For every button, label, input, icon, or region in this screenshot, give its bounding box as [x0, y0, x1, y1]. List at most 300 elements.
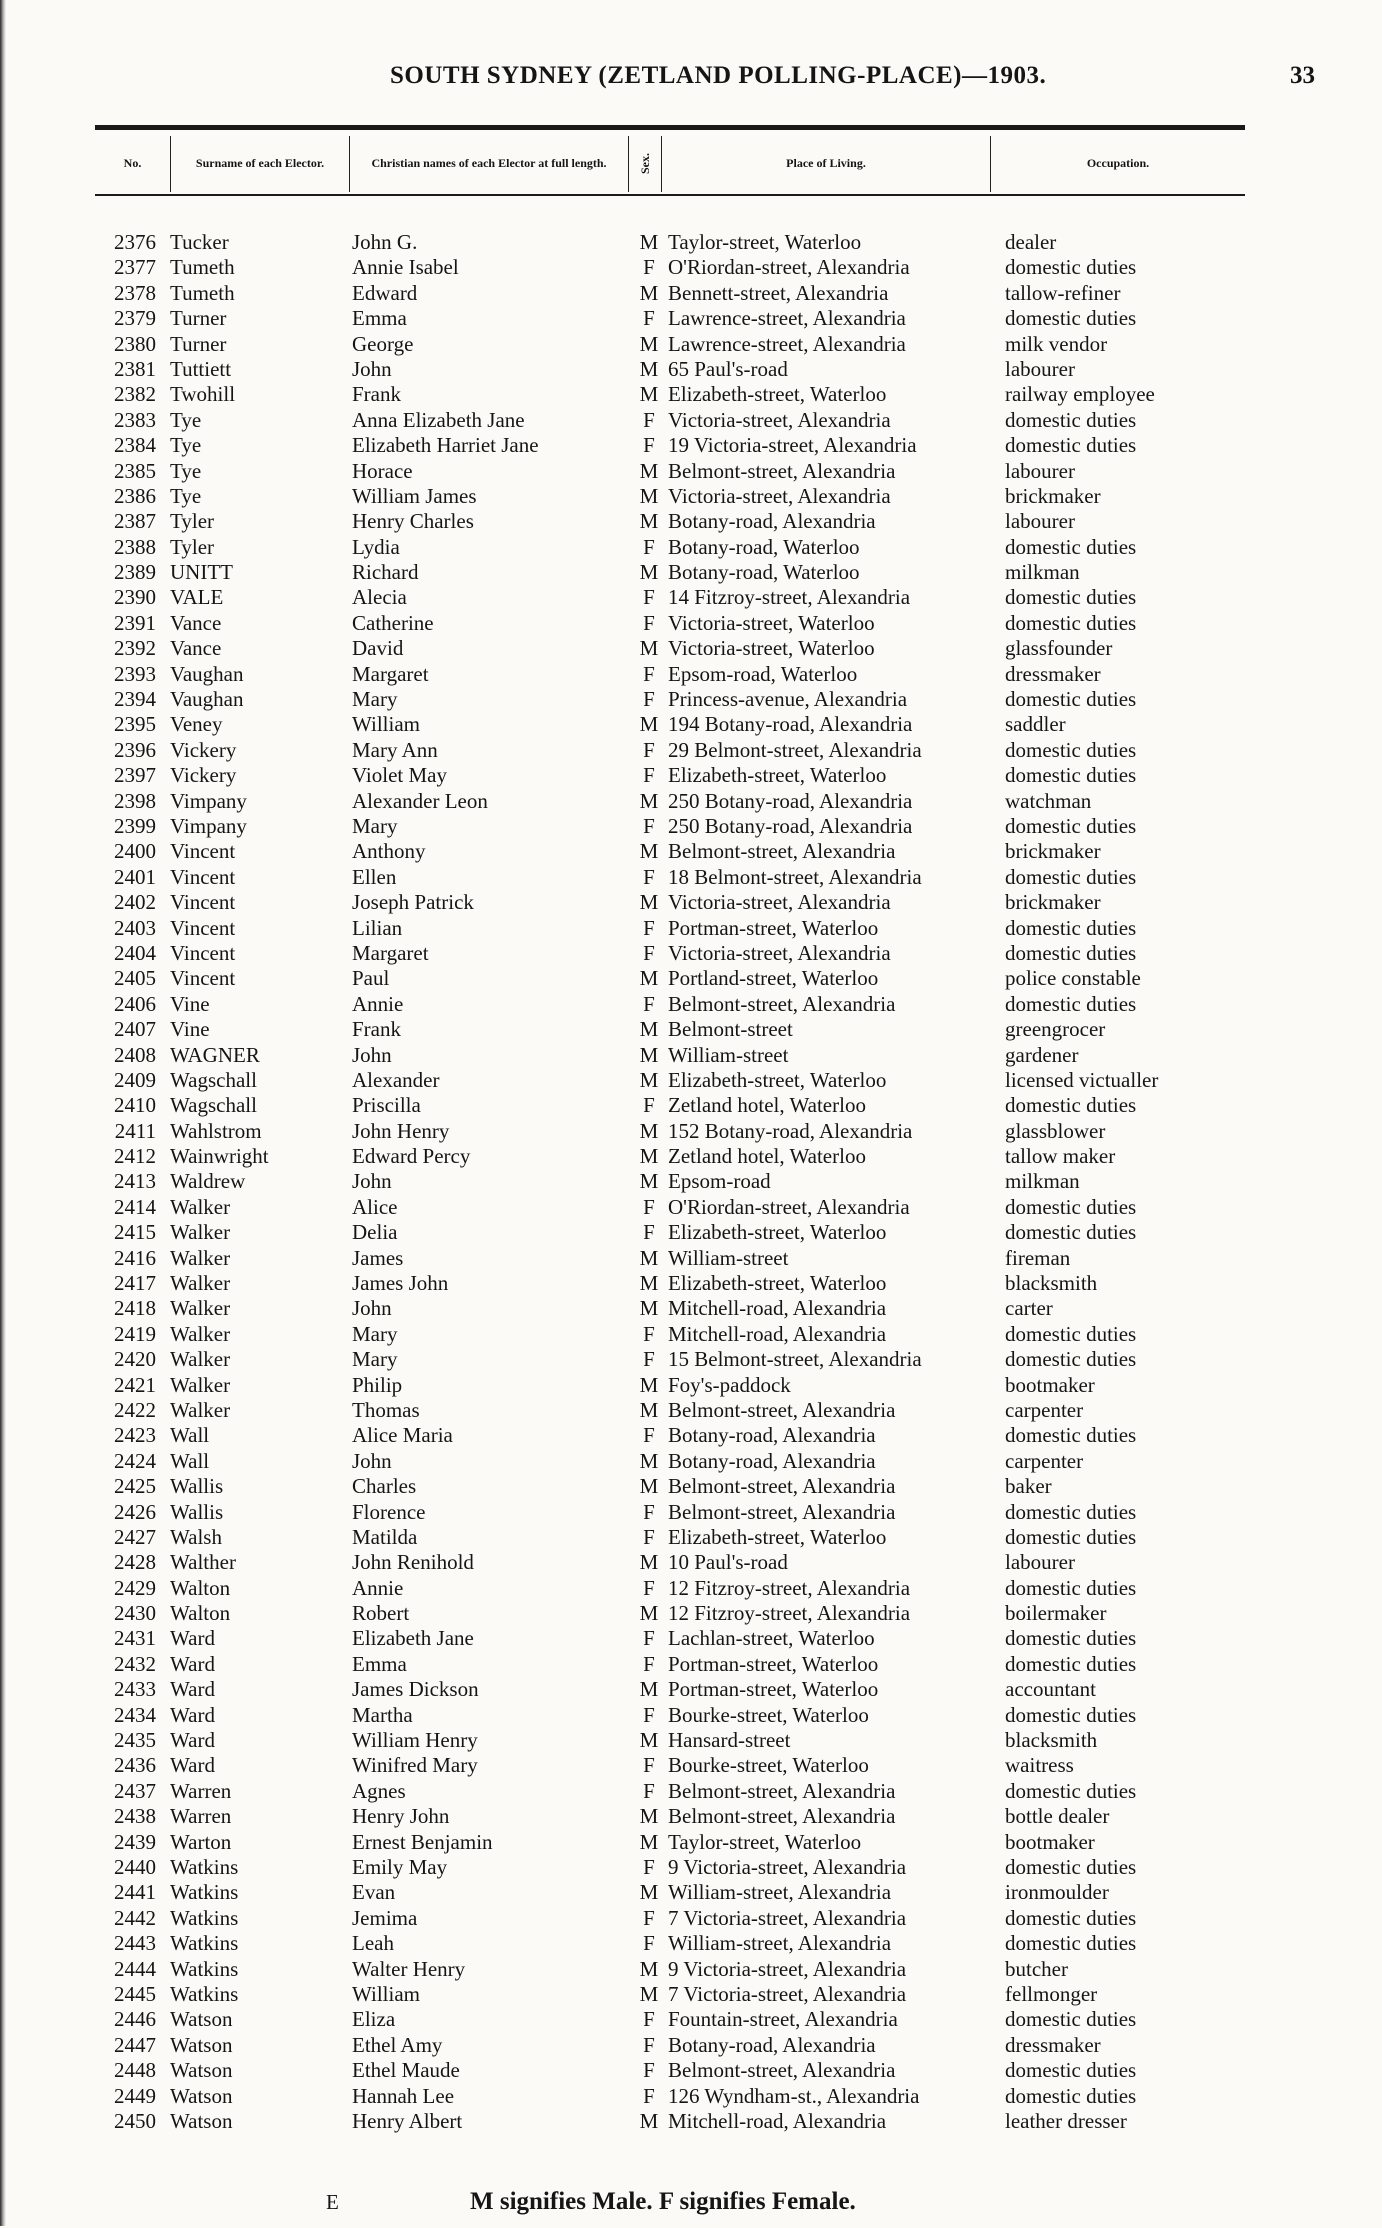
elector-sex: F — [643, 610, 655, 635]
elector-number: 2447 — [114, 2032, 156, 2057]
elector-surname: Tye — [170, 433, 202, 458]
table-row — [0, 941, 1382, 966]
elector-place: Mitchell-road, Alexandria — [668, 1321, 887, 1346]
table-row — [0, 1271, 1382, 1296]
elector-occupation: blacksmith — [1005, 1728, 1098, 1753]
elector-occupation: milk vendor — [1005, 331, 1108, 356]
elector-occupation: domestic duties — [1005, 407, 1137, 432]
elector-surname: Ward — [170, 1728, 215, 1753]
elector-christian-names: William — [352, 1981, 420, 2006]
footer-letter: E — [326, 2190, 339, 2214]
elector-christian-names: Eliza — [352, 2007, 396, 2032]
elector-sex: M — [639, 636, 659, 661]
elector-christian-names: David — [352, 636, 404, 661]
elector-number: 2393 — [114, 661, 156, 686]
elector-number: 2379 — [114, 306, 156, 331]
elector-place: Elizabeth-street, Waterloo — [668, 1220, 887, 1245]
elector-christian-names: Matilda — [352, 1524, 418, 1549]
elector-christian-names: Violet May — [352, 763, 447, 788]
elector-surname: Vincent — [170, 864, 236, 889]
elector-surname: Walker — [170, 1372, 231, 1397]
elector-sex: F — [643, 1778, 655, 1803]
elector-number: 2436 — [114, 1753, 156, 1778]
elector-occupation: labourer — [1005, 458, 1075, 483]
table-row — [0, 1855, 1382, 1880]
elector-surname: Vincent — [170, 966, 236, 991]
elector-number: 2386 — [114, 483, 156, 508]
table-row — [0, 1195, 1382, 1220]
elector-sex: F — [643, 534, 655, 559]
elector-list — [0, 230, 1382, 2134]
elector-sex: M — [639, 280, 659, 305]
elector-christian-names: Florence — [352, 1499, 426, 1524]
elector-surname: Vincent — [170, 839, 236, 864]
elector-surname: Tye — [170, 407, 202, 432]
elector-place: Victoria-street, Waterloo — [668, 610, 875, 635]
elector-number: 2428 — [114, 1550, 156, 1575]
elector-number: 2384 — [114, 433, 156, 458]
table-row — [0, 1652, 1382, 1677]
elector-sex: F — [643, 1321, 655, 1346]
footer — [0, 2188, 1382, 2228]
elector-sex: M — [639, 560, 659, 585]
elector-place: Botany-road, Alexandria — [668, 1448, 876, 1473]
elector-occupation: bootmaker — [1005, 1372, 1095, 1397]
table-row — [0, 814, 1382, 839]
table-row — [0, 839, 1382, 864]
elector-sex: M — [639, 1448, 659, 1473]
elector-place: Belmont-street, Alexandria — [668, 1474, 896, 1499]
elector-occupation: glassfounder — [1005, 636, 1113, 661]
elector-place: 7 Victoria-street, Alexandria — [668, 1905, 907, 1930]
elector-christian-names: Mary — [352, 687, 398, 712]
table-row — [0, 1703, 1382, 1728]
elector-surname: Wall — [170, 1448, 210, 1473]
elector-occupation: railway employee — [1005, 382, 1155, 407]
elector-christian-names: Henry John — [352, 1804, 450, 1829]
elector-christian-names: Elizabeth Jane — [352, 1626, 474, 1651]
elector-place: 10 Paul's-road — [668, 1550, 788, 1575]
table-row — [0, 509, 1382, 534]
elector-place: 15 Belmont-street, Alexandria — [668, 1347, 922, 1372]
elector-surname: Watkins — [170, 1905, 239, 1930]
elector-surname: Watson — [170, 2108, 233, 2133]
elector-sex: F — [643, 1651, 655, 1676]
table-row — [0, 484, 1382, 509]
elector-place: Belmont-street, Alexandria — [668, 1804, 896, 1829]
table-row — [0, 1931, 1382, 1956]
elector-place: Portman-street, Waterloo — [668, 1651, 879, 1676]
elector-surname: Watson — [170, 2058, 233, 2083]
elector-place: Lawrence-street, Alexandria — [668, 306, 906, 331]
elector-place: Belmont-street — [668, 1017, 793, 1042]
elector-surname: Ward — [170, 1702, 215, 1727]
elector-surname: Wall — [170, 1423, 210, 1448]
page-header — [0, 62, 1382, 102]
elector-occupation: ironmoulder — [1005, 1880, 1109, 1905]
elector-occupation: watchman — [1005, 788, 1092, 813]
elector-number: 2418 — [114, 1296, 156, 1321]
table-row — [0, 1474, 1382, 1499]
elector-place: William-street — [668, 1042, 789, 1067]
elector-number: 2401 — [114, 864, 156, 889]
elector-christian-names: Lilian — [352, 915, 403, 940]
elector-surname: Wahlstrom — [170, 1118, 262, 1143]
elector-surname: Vaughan — [170, 661, 244, 686]
elector-occupation: bootmaker — [1005, 1829, 1095, 1854]
elector-sex: M — [639, 356, 659, 381]
elector-surname: Watkins — [170, 1956, 239, 1981]
elector-sex: M — [639, 2108, 659, 2133]
table-row — [0, 1753, 1382, 1778]
elector-surname: Walther — [170, 1550, 236, 1575]
elector-christian-names: Philip — [352, 1372, 403, 1397]
elector-occupation: brickmaker — [1005, 890, 1101, 915]
elector-place: William-street — [668, 1245, 789, 1270]
elector-sex: F — [643, 1347, 655, 1372]
table-row — [0, 738, 1382, 763]
elector-christian-names: George — [352, 331, 414, 356]
elector-place: Victoria-street, Waterloo — [668, 636, 875, 661]
elector-occupation: domestic duties — [1005, 1778, 1137, 1803]
elector-number: 2405 — [114, 966, 156, 991]
elector-sex: M — [639, 839, 659, 864]
table-row — [0, 1246, 1382, 1271]
elector-number: 2446 — [114, 2007, 156, 2032]
elector-place: Portman-street, Waterloo — [668, 915, 879, 940]
elector-number: 2409 — [114, 1067, 156, 1092]
elector-sex: M — [639, 382, 659, 407]
elector-surname: Vimpany — [170, 813, 247, 838]
elector-occupation: labourer — [1005, 509, 1075, 534]
elector-christian-names: Mary — [352, 813, 398, 838]
table-row — [0, 306, 1382, 331]
elector-surname: Ward — [170, 1677, 215, 1702]
elector-number: 2382 — [114, 382, 156, 407]
elector-christian-names: Edward — [352, 280, 418, 305]
elector-place: Victoria-street, Alexandria — [668, 940, 891, 965]
elector-sex: F — [643, 2032, 655, 2057]
elector-surname: Wainwright — [170, 1144, 269, 1169]
elector-christian-names: Henry Charles — [352, 509, 474, 534]
table-row — [0, 1068, 1382, 1093]
elector-occupation: carpenter — [1005, 1397, 1084, 1422]
elector-occupation: labourer — [1005, 1550, 1075, 1575]
elector-place: Taylor-street, Waterloo — [668, 230, 862, 254]
elector-christian-names: Ellen — [352, 864, 397, 889]
table-row — [0, 916, 1382, 941]
elector-christian-names: Joseph Patrick — [352, 890, 474, 915]
elector-christian-names: James John — [352, 1271, 449, 1296]
table-row — [0, 585, 1382, 610]
table-row — [0, 1296, 1382, 1321]
elector-place: Belmont-street, Alexandria — [668, 458, 896, 483]
elector-surname: Vincent — [170, 890, 236, 915]
elector-place: Botany-road, Alexandria — [668, 2032, 876, 2057]
elector-christian-names: Alice — [352, 1194, 398, 1219]
table-row — [0, 789, 1382, 814]
elector-place: 12 Fitzroy-street, Alexandria — [668, 1601, 911, 1626]
elector-number: 2376 — [114, 230, 156, 254]
elector-number: 2435 — [114, 1728, 156, 1753]
elector-surname: UNITT — [170, 560, 233, 585]
table-row — [0, 459, 1382, 484]
elector-christian-names: William — [352, 712, 420, 737]
table-row — [0, 1449, 1382, 1474]
table-row — [0, 636, 1382, 661]
elector-place: Belmont-street, Alexandria — [668, 839, 896, 864]
table-row — [0, 408, 1382, 433]
elector-place: 19 Victoria-street, Alexandria — [668, 433, 917, 458]
elector-number: 2407 — [114, 1017, 156, 1042]
elector-surname: Walsh — [170, 1524, 222, 1549]
header-place: Place of Living. — [786, 155, 866, 170]
elector-place: Victoria-street, Alexandria — [668, 890, 891, 915]
elector-occupation: dealer — [1005, 230, 1057, 254]
elector-surname: Tyler — [170, 509, 215, 534]
header-christian-names: Christian names of each Elector at full length. — [371, 155, 607, 170]
elector-sex: M — [639, 1956, 659, 1981]
elector-number: 2388 — [114, 534, 156, 559]
elector-sex: F — [643, 1855, 655, 1879]
elector-sex: F — [643, 1423, 655, 1448]
elector-occupation: domestic duties — [1005, 1347, 1137, 1372]
elector-occupation: brickmaker — [1005, 483, 1101, 508]
elector-sex: M — [639, 1804, 659, 1829]
elector-number: 2414 — [114, 1194, 156, 1219]
elector-surname: Wallis — [170, 1474, 224, 1499]
elector-sex: F — [643, 306, 655, 331]
elector-christian-names: John — [352, 1448, 392, 1473]
elector-occupation: domestic duties — [1005, 737, 1137, 762]
elector-number: 2448 — [114, 2058, 156, 2083]
table-row — [0, 1347, 1382, 1372]
elector-number: 2426 — [114, 1499, 156, 1524]
elector-occupation: brickmaker — [1005, 839, 1101, 864]
table-row — [0, 255, 1382, 280]
elector-christian-names: John Henry — [352, 1118, 450, 1143]
elector-christian-names: Emily May — [352, 1855, 448, 1879]
elector-occupation: domestic duties — [1005, 940, 1137, 965]
elector-place: Epsom-road, Waterloo — [668, 661, 858, 686]
table-row — [0, 890, 1382, 915]
elector-place: Elizabeth-street, Waterloo — [668, 382, 887, 407]
top-rule — [95, 125, 1245, 130]
elector-surname: Watkins — [170, 1880, 239, 1905]
elector-occupation: dressmaker — [1005, 2032, 1101, 2057]
elector-sex: M — [639, 1880, 659, 1905]
elector-christian-names: John — [352, 1296, 392, 1321]
elector-christian-names: Mary — [352, 1321, 398, 1346]
elector-place: Portman-street, Waterloo — [668, 1677, 879, 1702]
elector-surname: Vine — [170, 1017, 210, 1042]
elector-place: Belmont-street, Alexandria — [668, 1778, 896, 1803]
elector-sex: M — [639, 1067, 659, 1092]
elector-christian-names: Anthony — [352, 839, 426, 864]
table-row — [0, 1804, 1382, 1829]
table-row — [0, 1880, 1382, 1905]
elector-surname: Wallis — [170, 1499, 224, 1524]
elector-surname: Walker — [170, 1194, 231, 1219]
elector-surname: Tyler — [170, 534, 215, 559]
elector-number: 2439 — [114, 1829, 156, 1854]
elector-christian-names: William James — [352, 483, 477, 508]
elector-sex: M — [639, 1728, 659, 1753]
elector-number: 2443 — [114, 1931, 156, 1956]
elector-occupation: domestic duties — [1005, 1499, 1137, 1524]
table-row — [0, 1220, 1382, 1245]
elector-number: 2450 — [114, 2108, 156, 2133]
elector-occupation: domestic duties — [1005, 1575, 1137, 1600]
table-row — [0, 763, 1382, 788]
elector-place: 250 Botany-road, Alexandria — [668, 788, 913, 813]
elector-christian-names: Frank — [352, 1017, 401, 1042]
elector-occupation: baker — [1005, 1474, 1052, 1499]
table-row — [0, 2058, 1382, 2083]
elector-occupation: gardener — [1005, 1042, 1079, 1067]
table-row — [0, 687, 1382, 712]
elector-place: 29 Belmont-street, Alexandria — [668, 737, 922, 762]
elector-surname: Ward — [170, 1626, 215, 1651]
elector-occupation: milkman — [1005, 560, 1080, 585]
elector-number: 2394 — [114, 687, 156, 712]
elector-number: 2438 — [114, 1804, 156, 1829]
elector-christian-names: Alexander — [352, 1067, 440, 1092]
table-row — [0, 992, 1382, 1017]
elector-surname: Tucker — [170, 230, 229, 254]
elector-sex: F — [643, 991, 655, 1016]
table-row — [0, 281, 1382, 306]
elector-place: 14 Fitzroy-street, Alexandria — [668, 585, 911, 610]
elector-sex: M — [639, 966, 659, 991]
elector-number: 2381 — [114, 356, 156, 381]
elector-occupation: domestic duties — [1005, 255, 1137, 280]
elector-sex: M — [639, 1042, 659, 1067]
elector-sex: F — [643, 1220, 655, 1245]
column-headers — [95, 132, 1245, 194]
elector-surname: Walton — [170, 1601, 231, 1626]
elector-surname: Tye — [170, 483, 202, 508]
sex-legend: M signifies Male. F signifies Female. — [470, 2188, 856, 2215]
elector-occupation: fireman — [1005, 1245, 1071, 1270]
table-row — [0, 1373, 1382, 1398]
elector-number: 2391 — [114, 610, 156, 635]
elector-place: O'Riordan-street, Alexandria — [668, 255, 910, 280]
elector-christian-names: Alice Maria — [352, 1423, 453, 1448]
elector-number: 2383 — [114, 407, 156, 432]
elector-sex: M — [639, 788, 659, 813]
table-row — [0, 611, 1382, 636]
elector-sex: M — [639, 509, 659, 534]
elector-christian-names: Ethel Maude — [352, 2058, 460, 2083]
table-row — [0, 1957, 1382, 1982]
page-number: 33 — [1290, 62, 1315, 89]
table-row — [0, 1728, 1382, 1753]
elector-sex: M — [639, 1677, 659, 1702]
elector-place: Foy's-paddock — [668, 1372, 791, 1397]
elector-surname: Vimpany — [170, 788, 247, 813]
elector-place: Bourke-street, Waterloo — [668, 1702, 869, 1727]
table-row — [0, 1043, 1382, 1068]
elector-occupation: domestic duties — [1005, 2083, 1137, 2108]
elector-number: 2427 — [114, 1524, 156, 1549]
elector-sex: F — [643, 915, 655, 940]
elector-number: 2425 — [114, 1474, 156, 1499]
elector-number: 2440 — [114, 1855, 156, 1879]
elector-sex: M — [639, 1118, 659, 1143]
elector-occupation: domestic duties — [1005, 610, 1137, 635]
elector-occupation: labourer — [1005, 356, 1075, 381]
elector-surname: Warren — [170, 1804, 232, 1829]
table-row — [0, 865, 1382, 890]
elector-number: 2441 — [114, 1880, 156, 1905]
elector-christian-names: John Renihold — [352, 1550, 474, 1575]
elector-number: 2377 — [114, 255, 156, 280]
elector-surname: Vickery — [170, 737, 237, 762]
elector-christian-names: Charles — [352, 1474, 417, 1499]
elector-place: Portland-street, Waterloo — [668, 966, 879, 991]
table-row — [0, 433, 1382, 458]
elector-sex: M — [639, 1474, 659, 1499]
elector-number: 2395 — [114, 712, 156, 737]
elector-surname: Walker — [170, 1220, 231, 1245]
elector-surname: WAGNER — [170, 1042, 260, 1067]
elector-place: Victoria-street, Alexandria — [668, 407, 891, 432]
elector-number: 2422 — [114, 1397, 156, 1422]
elector-christian-names: Mary — [352, 1347, 398, 1372]
elector-place: Botany-road, Waterloo — [668, 534, 860, 559]
table-row — [0, 1906, 1382, 1931]
elector-occupation: domestic duties — [1005, 1423, 1137, 1448]
table-row — [0, 1601, 1382, 1626]
table-row — [0, 382, 1382, 407]
elector-occupation: waitress — [1005, 1753, 1074, 1778]
header-sex: Sex. — [637, 152, 652, 174]
elector-number: 2424 — [114, 1448, 156, 1473]
elector-christian-names: Emma — [352, 1651, 407, 1676]
table-row — [0, 1119, 1382, 1144]
elector-place: Belmont-street, Alexandria — [668, 1499, 896, 1524]
elector-sex: F — [643, 433, 655, 458]
elector-sex: M — [639, 1144, 659, 1169]
elector-place: 18 Belmont-street, Alexandria — [668, 864, 922, 889]
elector-number: 2420 — [114, 1347, 156, 1372]
elector-place: Mitchell-road, Alexandria — [668, 2108, 887, 2133]
table-row — [0, 1169, 1382, 1194]
elector-sex: F — [643, 687, 655, 712]
elector-surname: Vincent — [170, 915, 236, 940]
elector-surname: Tumeth — [170, 255, 235, 280]
elector-christian-names: Annie Isabel — [352, 255, 459, 280]
elector-surname: Wagschall — [170, 1067, 257, 1092]
elector-number: 2403 — [114, 915, 156, 940]
elector-christian-names: Horace — [352, 458, 413, 483]
table-row — [0, 1626, 1382, 1651]
elector-occupation: domestic duties — [1005, 991, 1137, 1016]
elector-christian-names: James Dickson — [352, 1677, 479, 1702]
table-row — [0, 1677, 1382, 1702]
elector-surname: Walker — [170, 1397, 231, 1422]
elector-place: Botany-road, Waterloo — [668, 560, 860, 585]
elector-sex: F — [643, 585, 655, 610]
elector-surname: Vickery — [170, 763, 237, 788]
elector-place: Princess-avenue, Alexandria — [668, 687, 908, 712]
elector-place: Epsom-road — [668, 1169, 771, 1194]
header-sex-cell — [629, 132, 661, 194]
elector-place: 250 Botany-road, Alexandria — [668, 813, 913, 838]
elector-number: 2378 — [114, 280, 156, 305]
elector-place: Belmont-street, Alexandria — [668, 1397, 896, 1422]
